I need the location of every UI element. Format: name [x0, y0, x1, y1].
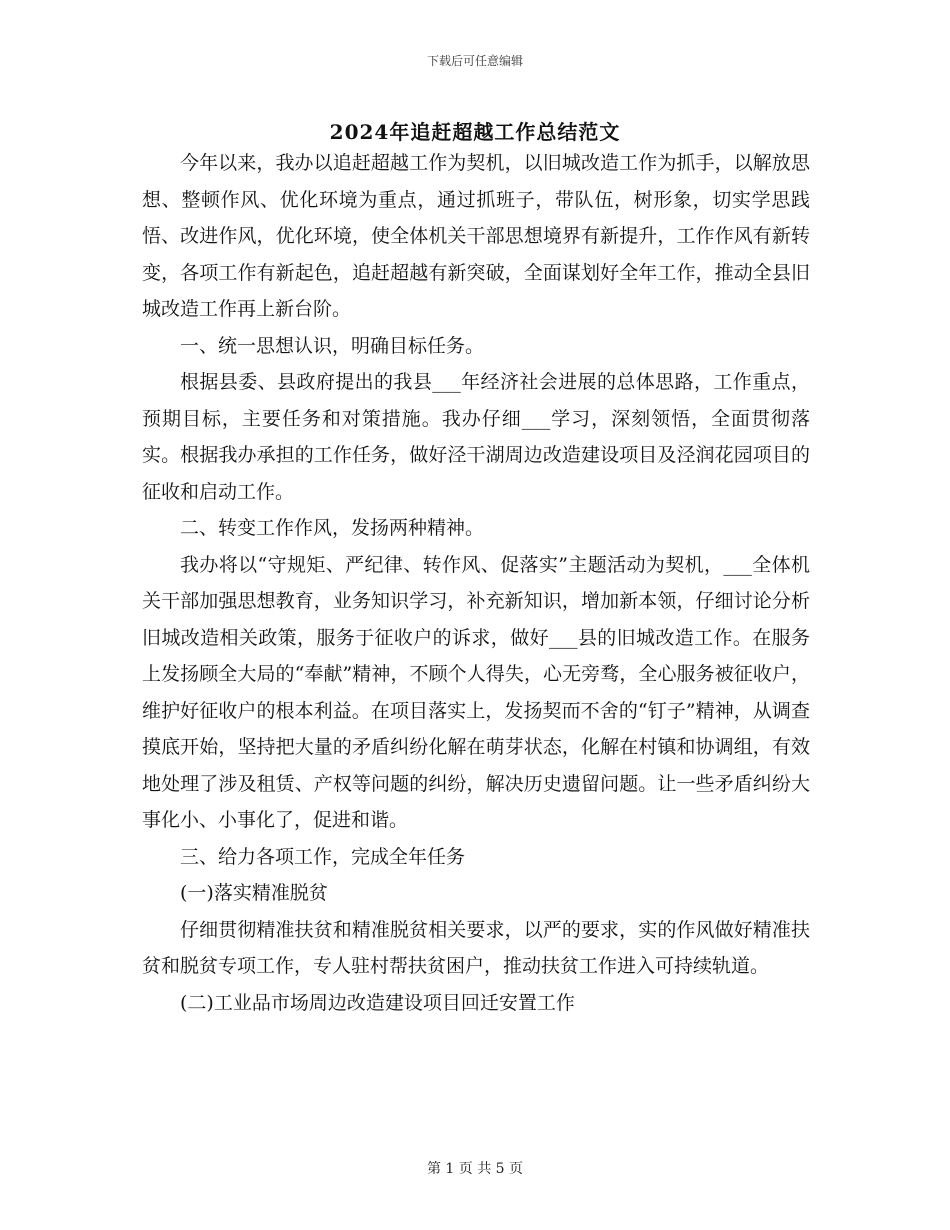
page-number: 第 1 页 共 5 页 — [426, 1161, 524, 1177]
paragraph-section-2: 我办将以“守规矩、严纪律、转作风、促落实”主题活动为契机，___全体机关干部加强思想教育，业务知识学习，补充新知识，增加新本领，仔细讨论分析旧城改造相关政策，服务于征收户的诉求，做好___县的旧城改造工作。在服务上发扬顾全大局的“奉献”精神，不顾个人得失，心无旁骛，全心服务被征收户，维护好征收户的根本利益。在项目落实上，发扬契而不舍的“钉子”精神，从调查摸底开始，坚持把大量的矛盾纠纷化解在萌芽状态，化解在村镇和协调组，有效地处理了涉及租赁、产权等问题的纠纷，解决历史遗留问题。让一些矛盾纠纷大事化小、小事化了，促进和谐。 — [142, 553, 810, 831]
paragraph-section-1: 根据县委、县政府提出的我县___年经济社会进展的总体思路，工作重点，预期目标，主要任务和对策措施。我办仔细___学习，深刻领悟，全面贯彻落实。根据我办承担的工作任务，做好泾干湖周边改造建设项目及泾润花园项目的征收和启动工作。 — [142, 371, 810, 503]
document-body — [142, 145, 810, 1021]
paragraph-intro: 今年以来，我办以追赶超越工作为契机，以旧城改造工作为抓手，以解放思想、整顿作风、优化环境为重点，通过抓班子，带队伍，树形象，切实学思践悟、改进作风，优化环境，使全体机关干部思想境界有新提升，工作作风有新转变，各项工作有新起色，追赶超越有新突破，全面谋划好全年工作，推动全县旧城改造工作再上新台阶。 — [142, 152, 810, 320]
section-heading-1: 一、统一思想认识，明确目标任务。 — [180, 334, 485, 357]
subsection-heading-1: (一)落实精准脱贫 — [180, 882, 328, 904]
document-title: 2024年追赶超越工作总结范文 — [329, 120, 621, 144]
section-heading-3: 三、给力各项工作，完成全年任务 — [180, 845, 466, 868]
page-header-note: 下载后可任意编辑 — [426, 54, 523, 68]
section-heading-2: 二、转变工作作风，发扬两种精神。 — [180, 517, 485, 539]
subsection-heading-2: (二)工业品市场周边改造建设项目回迁安置工作 — [180, 991, 575, 1014]
paragraph-subsection-1: 仔细贯彻精准扶贫和精准脱贫相关要求，以严的要求，实的作风做好精准扶贫和脱贫专项工作，专人驻村帮扶贫困户，推动扶贫工作进入可持续轨道。 — [142, 918, 810, 977]
